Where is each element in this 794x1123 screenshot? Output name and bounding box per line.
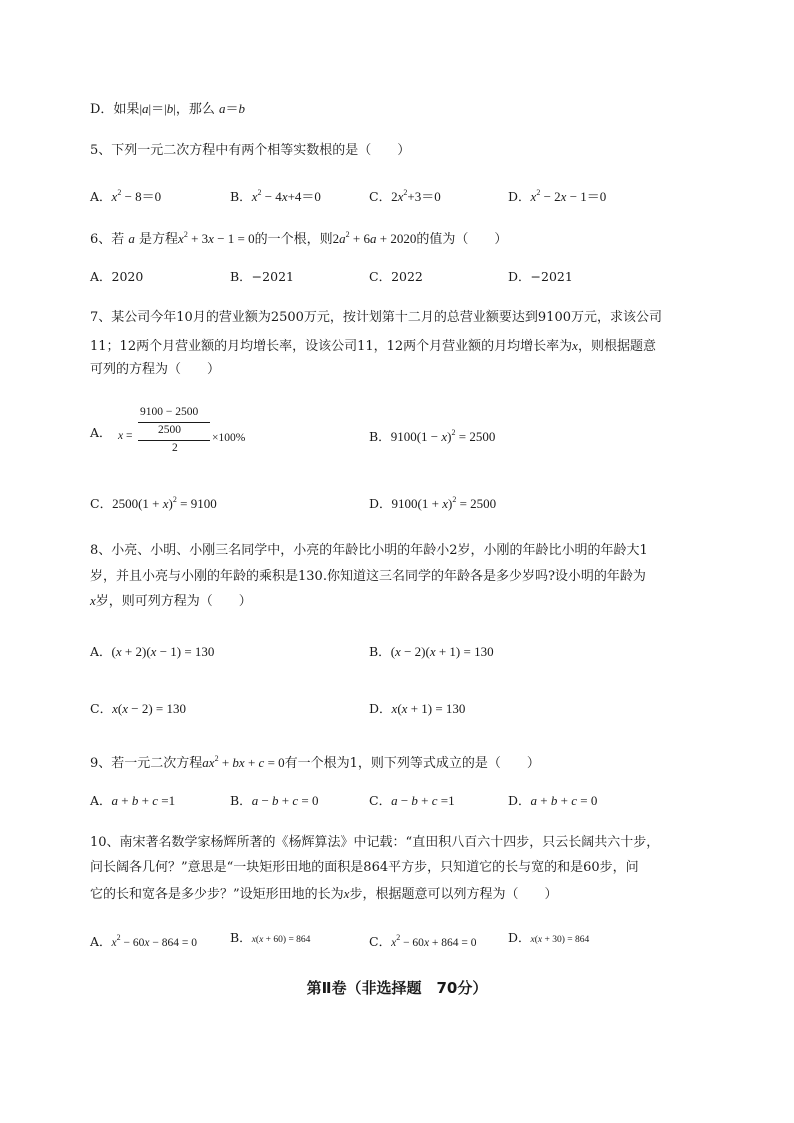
q7-option-b — [369, 425, 495, 445]
stem-text: 岁，则可列方程为（ ） — [95, 594, 252, 609]
option-math: (x − 2)(x + 1) = 130 — [390, 644, 494, 659]
q8-option-a — [90, 644, 214, 660]
option-label: C． — [90, 496, 113, 511]
option-math: $x^2 - 8=0$ — [111, 188, 162, 204]
stem-math: $2a^2 + 6a + 2020$ — [332, 230, 417, 246]
option-label: A． — [90, 934, 112, 949]
option-label: D． — [369, 496, 392, 511]
option-math: a + b + c =1 — [111, 793, 176, 808]
option-label: A． — [90, 189, 112, 204]
option-label: D． — [508, 930, 531, 945]
q5-option-c — [369, 185, 441, 205]
option-math: x(x + 60) = 864 — [251, 935, 311, 945]
question-9-stem — [90, 751, 540, 772]
fraction-bar-outer — [138, 422, 210, 423]
option-math: a − b + c =1 — [391, 793, 455, 808]
option-label: C． — [369, 189, 392, 204]
q6-option-d: D．−2021 — [508, 269, 573, 284]
stem-text: 有一个根为1，则下列等式成立的是（ ） — [284, 756, 540, 771]
stem-text: 11；12两个月营业额的月均增长率，设该公司11，12两个月营业额的月均增长率为 — [90, 339, 573, 354]
option-math: $2x^2+3=0$ — [391, 188, 441, 204]
q5-option-a — [90, 185, 161, 205]
q5-option-d — [508, 185, 606, 205]
option-label: D． — [508, 793, 531, 808]
option-math: $x^2 - 60x - 864 = 0$ — [111, 933, 197, 949]
question-10-line-3 — [90, 886, 557, 903]
option-label: A． — [90, 793, 112, 808]
option-math: a − b + c = 0 — [251, 793, 319, 808]
q6-option-b: B．−2021 — [230, 269, 294, 284]
prev-question-option-d — [90, 101, 245, 118]
option-label: C． — [90, 701, 113, 716]
option-math: $9100(1 - x)^2 = 2500$ — [390, 428, 496, 444]
q6-option-c: C．2022 — [369, 269, 423, 284]
stem-text: 6、若 — [90, 232, 129, 247]
q9-option-a — [90, 793, 175, 809]
option-math: |a|＝|b| — [139, 101, 176, 116]
stem-text: 步，根据题意可以列方程为（ ） — [349, 887, 558, 902]
fraction-inner-denominator: 2500 — [158, 424, 181, 436]
fraction-tail: ×100% — [212, 432, 246, 444]
q9-option-d — [508, 793, 597, 809]
option-label: D． — [508, 189, 531, 204]
option-label: B． — [369, 644, 391, 659]
option-math: $2500(1 + x)^2 = 9100$ — [112, 495, 217, 511]
option-label: B． — [230, 793, 252, 808]
stem-text: ，则根据题意 — [577, 339, 656, 354]
option-math: x(x − 2) = 130 — [112, 701, 186, 716]
q8-option-b — [369, 644, 494, 660]
q10-option-c — [369, 930, 477, 951]
option-math: a＝b — [219, 101, 246, 116]
stem-text: 是方程 — [134, 232, 179, 247]
option-math: $9100(1 + x)^2 = 2500$ — [391, 495, 497, 511]
option-label: B． — [230, 930, 252, 945]
option-math: (x + 2)(x − 1) = 130 — [111, 644, 215, 659]
q7-option-a-label: A． — [90, 425, 112, 440]
stem-math: x — [572, 338, 578, 353]
stem-text: 它的长和宽各是多少步？”设矩形田地的长为 — [90, 887, 344, 902]
question-7-line-1: 7、某公司今年10月的营业额为2500万元，按计划第十二月的总营业额要达到9100万元，求该公司 — [90, 310, 662, 325]
stem-math: x — [343, 886, 350, 901]
q9-option-c — [369, 793, 455, 809]
q10-option-d — [508, 930, 589, 948]
option-math: $x^2 - 2x - 1=0$ — [530, 188, 607, 204]
q10-option-a — [90, 930, 197, 951]
stem-text: 的值为（ ） — [416, 232, 508, 247]
question-7-line-3: 可列的方程为（ ） — [90, 362, 221, 377]
question-6-stem — [90, 227, 507, 248]
fraction-bar-main — [138, 440, 210, 441]
stem-math: a — [128, 231, 135, 246]
q9-option-b — [230, 793, 319, 809]
option-text: ，那么 — [175, 102, 220, 117]
q7-option-d — [369, 492, 496, 512]
question-8-line-3 — [90, 593, 252, 610]
stem-text: 9、若一元二次方程 — [90, 756, 203, 771]
q7-option-a-fraction — [118, 406, 268, 458]
option-math: a + b + c = 0 — [530, 793, 598, 808]
option-math: $x^2 - 60x + 864 = 0$ — [391, 933, 477, 949]
question-10-line-1: 10、南宋著名数学家杨辉所著的《杨辉算法》中记载：“直田积八百六十四步，只云长阔共六十步， — [90, 835, 660, 850]
question-5-stem: 5、下列一元二次方程中有两个相等实数根的是（ ） — [90, 143, 411, 158]
section-title: 第Ⅱ卷（非选择题 70分） — [306, 979, 488, 997]
question-10-line-2: 问长阔各几何？”意思是“一块矩形田地的面积是864平方步，只知道它的长与宽的和是60步，问 — [90, 860, 639, 875]
fraction-numerator-top: 9100 − 2500 — [140, 406, 199, 418]
option-label: D． — [369, 701, 392, 716]
q6-option-a: A．2020 — [90, 269, 144, 284]
q5-option-b — [230, 185, 321, 205]
option-label: C． — [369, 793, 392, 808]
option-label: B． — [230, 189, 252, 204]
stem-text: 的一个根，则 — [254, 232, 333, 247]
stem-math: $ax^2$ + bx + c = 0 — [202, 754, 285, 770]
question-8-line-1: 8、小亮、小明、小刚三名同学中，小亮的年龄比小明的年龄小2岁，小刚的年龄比小明的年龄大1 — [90, 543, 648, 558]
q8-option-c — [90, 701, 186, 717]
q8-option-d — [369, 701, 465, 717]
fraction-lhs: x = — [118, 430, 133, 442]
q7-option-c — [90, 492, 217, 512]
question-7-line-2 — [90, 338, 656, 355]
option-label: D．如果 — [90, 102, 140, 117]
q10-option-b — [230, 930, 310, 948]
option-math: x(x + 1) = 130 — [391, 701, 466, 716]
option-math: x(x + 30) = 864 — [530, 935, 590, 945]
option-label: A． — [90, 644, 112, 659]
option-label: C． — [369, 934, 392, 949]
fraction-denominator: 2 — [172, 442, 178, 454]
stem-math: $x^2 + 3x - 1 = 0$ — [178, 230, 255, 246]
option-math: $x^2 - 4x+4=0$ — [251, 188, 321, 204]
stem-math: x — [90, 593, 96, 608]
question-8-line-2: 岁，并且小亮与小刚的年龄的乘积是130.你知道这三名同学的年龄各是多少岁吗?设小明的年龄为 — [90, 569, 646, 584]
option-label: B． — [369, 429, 391, 444]
